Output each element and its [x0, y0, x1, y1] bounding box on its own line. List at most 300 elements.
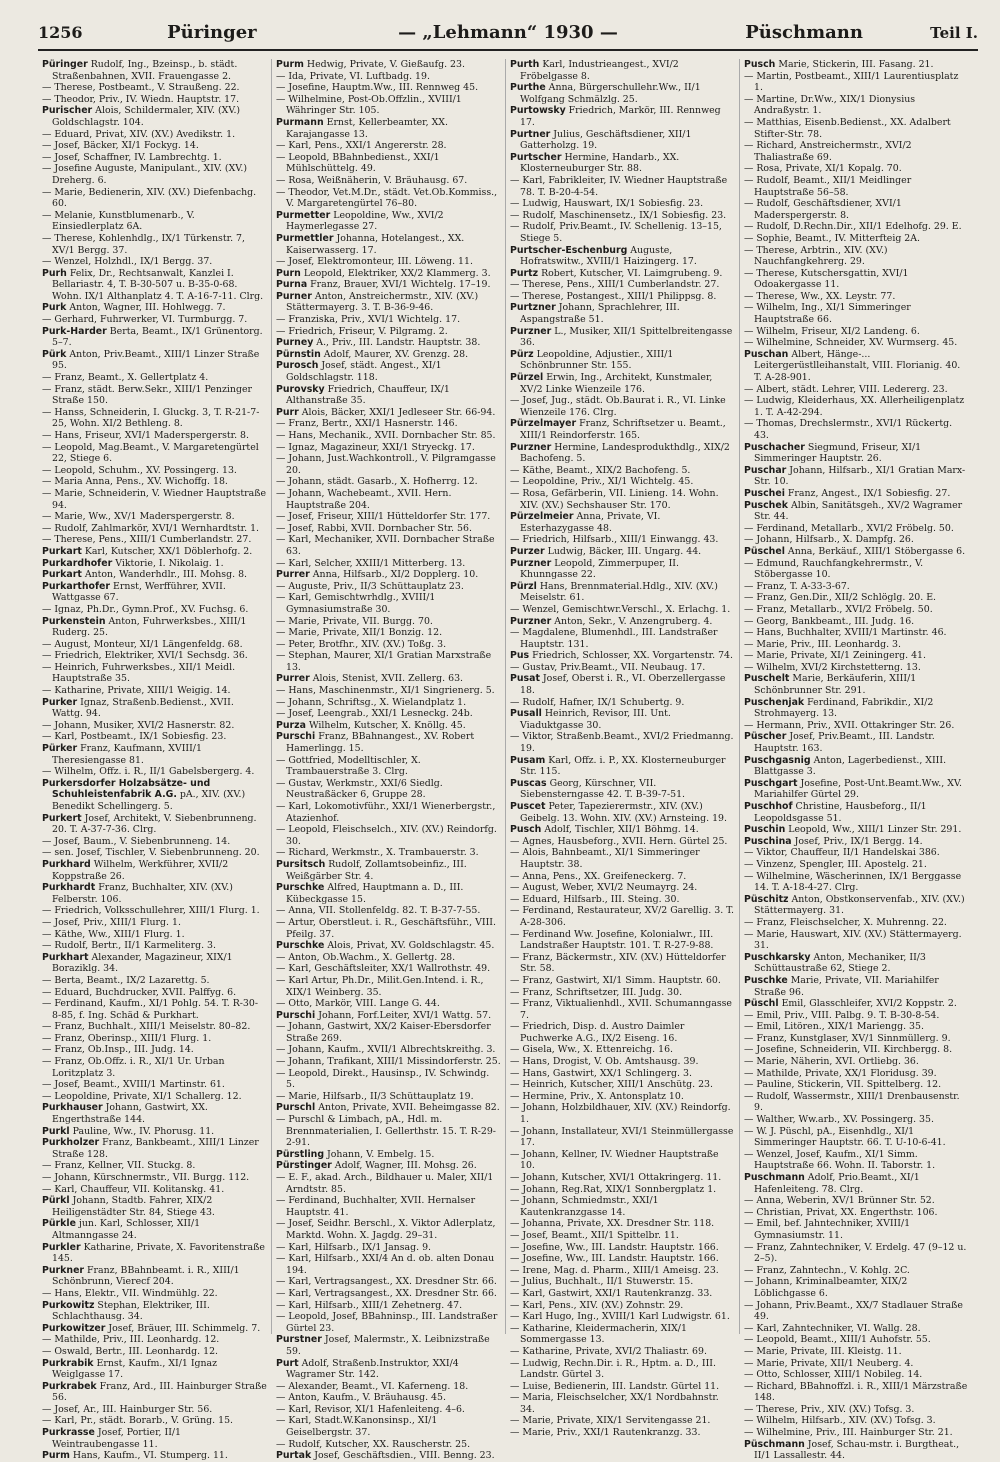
- entry-surname: Purmetter: [276, 209, 331, 221]
- directory-entry: [276, 882, 501, 905]
- entry-details: — Friedrich, Volksschullehrer, XIII/1 Flurg. 1.: [42, 905, 260, 917]
- directory-entry: [42, 1242, 267, 1265]
- entry-details: — Friedrich, Elektriker, XVI/1 Sechsdg. 36.: [42, 650, 248, 662]
- directory-entry: [744, 1381, 970, 1404]
- directory-entry: [744, 198, 970, 221]
- entry-details: — Agnes, Hausbeforg., XVII. Hern. Gürtel 25.: [510, 835, 728, 847]
- directory-entry: [276, 187, 501, 210]
- directory-entry: [42, 1288, 267, 1300]
- entry-surname: Pursitsch: [276, 858, 326, 870]
- entry-surname: Purosch: [276, 360, 319, 372]
- entry-surname: Puschmann: [744, 1172, 805, 1183]
- entry-surname: Purtz: [510, 267, 539, 279]
- directory-entry: [42, 1126, 267, 1138]
- directory-entry: [744, 1334, 970, 1346]
- entry-details: — Marie, Priv., III. Leonhardg. 3.: [744, 638, 901, 650]
- entry-surname: Purmettler: [276, 232, 334, 244]
- directory-entry: [276, 453, 501, 476]
- entry-surname: Purschi: [276, 1009, 316, 1021]
- entry-details: — Eduard, Privat, XIV. (XV.) Avedikstr. 1.: [42, 128, 236, 140]
- directory-entry: [276, 291, 501, 314]
- entry-details: — Friedrich, Friseur, V. Pilgramg. 2.: [276, 325, 448, 337]
- directory-entry: [42, 1137, 267, 1160]
- directory-entry: [744, 755, 970, 778]
- entry-details: Johanna, Hotelangest., XX. Kaiserwasserg. 17.: [286, 232, 465, 256]
- entry-details: — Therese, Arbtrin., XIV. (XV.) Nauchfangkehrerg. 29.: [744, 244, 888, 268]
- entry-surname: Purkardhofer: [42, 557, 113, 569]
- entry-surname: Purzner: [510, 557, 552, 569]
- directory-entry: [276, 755, 501, 778]
- directory-entry: [510, 604, 735, 616]
- entry-details: — Therese, Pens., XIII/1 Cumberlandstr. 27.: [42, 534, 252, 546]
- entry-details: Josef, städt. Angest., XI/1 Goldschlagstr. 118.: [286, 360, 442, 384]
- entry-details: Franz, Schriftsetzer u. Beamt., XIII/1 Reindorferstr. 165.: [520, 418, 726, 441]
- directory-entry: [744, 836, 970, 848]
- entry-details: — Wilhelm, XVI/2 Kirchstetterng. 13.: [744, 661, 921, 673]
- entry-details: Robert, Kutscher, VI. Laimgrubeng. 9.: [541, 267, 723, 279]
- directory-entry: [744, 894, 970, 917]
- entry-surname: Purkhauser: [42, 1102, 103, 1114]
- entry-details: — Thomas, Drechslermstr., XVI/1 Rückertg. 43.: [744, 418, 953, 441]
- entry-surname: Püscher: [744, 731, 787, 743]
- entry-surname: Pusam: [510, 754, 546, 766]
- directory-entry: [744, 442, 970, 465]
- entry-surname: Purth: [510, 59, 540, 70]
- directory-entry: [42, 569, 267, 581]
- directory-entry: [42, 581, 267, 604]
- directory-entry: [510, 349, 735, 372]
- entry-details: — Ferdinand, Kaufm., XI/1 Pohlg. 54. T. R-30-8-85, f. Ing. Schäd & Purkhart.: [42, 998, 259, 1021]
- entry-details: — Josef, Leengrab., XXI/1 Lesneckg. 24b.: [276, 708, 473, 720]
- entry-details: — Franz, Ob.Offz. i. R., XI/1 Ur. Urban Loritzplatz 3.: [42, 1056, 225, 1079]
- entry-details: — Gustav, Priv.Beamt., VII. Neubaug. 17.: [510, 661, 706, 673]
- directory-entry: [276, 442, 501, 454]
- directory-entry: [744, 1404, 970, 1416]
- entry-details: — Karl, Mechaniker, XVII. Dornbacher Straße 63.: [276, 534, 495, 557]
- entry-surname: Purzner: [510, 441, 552, 453]
- entry-details: — Hans, Friseur, XVI/1 Maderspergerstr. 8.: [42, 430, 249, 441]
- directory-entry: [276, 140, 501, 152]
- entry-details: — Peter, Brotfhr., XIV. (XV.) Toßg. 3.: [276, 638, 447, 650]
- entry-details: — Josefine Auguste, Manipulant., XIV. (XV.) Dreherg. 6.: [42, 163, 248, 186]
- entry-details: — Johann, Schriftsg., X. Wielandplatz 1.: [276, 696, 467, 708]
- entry-surname: Puschek: [744, 499, 788, 511]
- directory-entry: [276, 384, 501, 407]
- directory-entry: [276, 558, 501, 570]
- directory-entry: [744, 1427, 970, 1439]
- directory-entry: [42, 952, 267, 975]
- directory-entry: [276, 592, 501, 615]
- entry-details: Peter, Tapezierermstr., XIV. (XV.) Geibelg. 13. Wohn. XIV. (XV.) Arnsteing. 19.: [520, 801, 727, 824]
- directory-entry: [510, 581, 735, 604]
- entry-surname: Pürzel: [510, 372, 544, 384]
- entry-details: — Georg, Bankbeamt., III. Judg. 16.: [744, 615, 915, 627]
- directory-entry: [42, 534, 267, 546]
- directory-entry: [276, 1392, 501, 1404]
- entry-details: — Leopold, Schuhm., XV. Possingerg. 13.: [42, 464, 237, 476]
- directory-entry: [42, 152, 267, 164]
- directory-entry: [276, 1300, 501, 1312]
- entry-surname: Pus: [510, 650, 530, 662]
- directory-entry: [42, 847, 267, 859]
- directory-entry: [510, 1195, 735, 1218]
- directory-entry: [744, 1369, 970, 1381]
- entry-details: Franz, Brauer, XVI/1 Wichtelg. 17–19.: [310, 279, 491, 291]
- entry-surname: Puschin: [744, 824, 786, 836]
- directory-entry: [744, 929, 970, 952]
- directory-entry: [744, 233, 970, 245]
- entry-surname: Purrer: [276, 673, 310, 685]
- directory-entry: [510, 894, 735, 906]
- entry-details: Karl, Kutscher, XX/1 Döblerhofg. 2.: [84, 545, 253, 557]
- entry-details: Pauline, Ww., IV. Phorusg. 11.: [72, 1125, 215, 1137]
- directory-entry: [42, 546, 267, 558]
- entry-surname: Purna: [276, 279, 308, 291]
- column-1: [38, 59, 272, 1462]
- entry-details: — Hermann, Priv., XVII. Ottakringer Str. 26.: [744, 719, 955, 731]
- entry-details: Erwin, Ing., Architekt, Kunstmaler, XV/2 Linke Wienzeile 176.: [520, 372, 713, 395]
- entry-details: Adolf, Tischler, XII/1 Böhmg. 14.: [544, 824, 699, 836]
- entry-details: — Rudolf, Priv.Beamt., IV. Schellenig. 13–15, Stiege 5.: [510, 221, 722, 244]
- directory-entry: [276, 1242, 501, 1254]
- entry-surname: Purtscher: [510, 151, 562, 163]
- entry-details: — Johann, Installateur, XVI/1 Steinmüllergasse 17.: [510, 1125, 734, 1149]
- entry-details: — Gisela, Ww., X. Ettenreichg. 16.: [510, 1044, 674, 1056]
- entry-details: — Karl, Hilfsarb., XIII/1 Zehetnerg. 47.: [276, 1299, 463, 1311]
- directory-entry: [510, 1415, 735, 1427]
- directory-entry: [276, 430, 501, 442]
- directory-entry: [744, 395, 970, 418]
- directory-entry: [744, 581, 970, 593]
- entry-details: — Albert, städt. Lehrer, VIII. Ledererg. 23.: [744, 383, 948, 395]
- directory-entry: [276, 82, 501, 94]
- entry-details: — Franz, Zahntechn., V. Kohlg. 2C.: [744, 1264, 910, 1276]
- entry-details: — Johann, Kürschnermstr., VII. Burgg. 112.: [42, 1172, 250, 1183]
- entry-surname: Puscet: [510, 801, 546, 812]
- entry-details: — Oswald, Bertr., III. Leonhardg. 12.: [42, 1345, 219, 1357]
- directory-entry: [510, 755, 735, 778]
- entry-surname: Purtak: [276, 1450, 312, 1462]
- directory-entry: [510, 534, 735, 546]
- directory-entry: [276, 1091, 501, 1103]
- entry-details: — Ferdinand, Metallarb., XVI/2 Fröbelg. 50.: [744, 522, 954, 534]
- entry-details: Johann, V. Embelg. 15.: [327, 1148, 435, 1160]
- directory-entry: [276, 1010, 501, 1022]
- directory-entry: [744, 1149, 970, 1172]
- directory-entry: [510, 987, 735, 999]
- entry-details: — Wilhelm, Hilfsarb., XIV. (XV.) Tofsg. 3.: [744, 1415, 936, 1427]
- directory-entry: [510, 871, 735, 883]
- entry-details: — Richard, Anstreichermstr., XVI/2 Thaliastraße 69.: [744, 140, 912, 163]
- directory-entry: [276, 59, 501, 71]
- directory-entry: [276, 975, 501, 998]
- directory-entry: [276, 824, 501, 847]
- entry-details: — Rosa, Weißnäherin, V. Bräuhausg. 67.: [276, 174, 468, 186]
- entry-details: — Johann, Schmiedmstr., XXI/1 Kautenkranzgasse 14.: [510, 1195, 659, 1218]
- directory-entry: [510, 1276, 735, 1288]
- entry-details: Wilhelm, Werkführer, XVII/2 Koppstraße 26.: [52, 858, 229, 882]
- directory-entry: [510, 836, 735, 848]
- entry-details: — Marie, Private, XII/1 Bonzig. 12.: [276, 627, 443, 639]
- directory-entry: [276, 1149, 501, 1161]
- directory-entry: [510, 326, 735, 349]
- entry-details: Hermine, Handarb., XX. Klosterneuburger Str. 88.: [520, 151, 680, 175]
- entry-details: — Josef, Ar., III. Hainburger Str. 56.: [42, 1403, 213, 1415]
- entry-details: Johann, Stadtb. Fahrer, XIX/2 Heiligenstädter Str. 84, Stiege 43.: [52, 1195, 215, 1218]
- entry-details: Adolf, Wagner, III. Mohsg. 26.: [334, 1160, 477, 1172]
- directory-entry: [510, 1346, 735, 1358]
- entry-details: — Josef, Beamt., XVIII/1 Martinstr. 61.: [42, 1079, 225, 1091]
- entry-details: — Magdalene, Blumenhdl., III. Landstraßer Hauptstr. 131.: [510, 627, 718, 650]
- directory-entry: [744, 1079, 970, 1091]
- entry-details: — Leopold, Mag.Beamt., V. Margaretengürtel 22, Stiege 6.: [42, 441, 259, 465]
- directory-entry: [744, 1358, 970, 1370]
- directory-entry: [510, 1230, 735, 1242]
- directory-entry: [276, 940, 501, 952]
- entry-surname: Purkrabek: [42, 1380, 97, 1392]
- entry-details: Wilhelm, Kutscher, X. Knöllg. 45.: [308, 719, 466, 731]
- directory-entry: [276, 349, 501, 361]
- entry-surname: Pusat: [510, 673, 540, 685]
- entry-details: — Josefine, Schneiderin, VII. Kirchbergg. 8.: [744, 1044, 953, 1056]
- entry-details: Anna, Hilfsarb., XI/2 Dopplerg. 10.: [312, 569, 479, 581]
- directory-entry: [276, 1381, 501, 1393]
- entry-details: — Franz, Ob.Insp., III. Judg. 14.: [42, 1044, 194, 1056]
- directory-entry: [744, 1346, 970, 1358]
- entry-surname: Püringer: [42, 59, 88, 70]
- directory-entry: [510, 708, 735, 731]
- entry-details: — Johann, Holzbildhauer, XIV. (XV.) Reindorfg. 1.: [510, 1102, 731, 1126]
- directory-entry: [276, 847, 501, 859]
- entry-details: — Karl, Stadt.W.Kanonsinsp., XI/1 Geiselbergstr. 37.: [276, 1415, 438, 1439]
- directory-entry: [510, 778, 735, 801]
- directory-entry: [744, 975, 970, 998]
- entry-surname: Purkhart: [42, 951, 89, 963]
- directory-entry: [744, 500, 970, 523]
- entry-details: Felix, Dr., Rechtsanwalt, Kanzlei I. Bellariastr. 4, T. B-30-507 u. B-35-0-68. Wohn. IX/1 Althanplatz 4. T. A-16-7-11. Clrg.: [52, 267, 264, 302]
- entry-details: — Katharine, Kleidermacherin, XIX/1 Sommergasse 13.: [510, 1322, 687, 1346]
- directory-entry: [744, 1265, 970, 1277]
- entry-surname: Pürnstin: [276, 348, 321, 360]
- directory-entry: [42, 476, 267, 488]
- directory-entry: [744, 1172, 970, 1195]
- directory-entry: [510, 418, 735, 441]
- entry-details: Viktorie, I. Nikolaig. 1.: [115, 557, 224, 569]
- entry-surname: Purstner: [276, 1334, 322, 1346]
- entry-surname: Purzer: [510, 545, 545, 557]
- entry-details: — Wilhelmine, Priv., III. Hainburger Str. 21.: [744, 1427, 953, 1439]
- directory-entry: [510, 476, 735, 488]
- directory-entry: [510, 1044, 735, 1056]
- directory-entry: [744, 71, 970, 94]
- entry-details: — Viktor, Straßenb.Beamt., XVI/2 Friedmanng. 19.: [510, 731, 734, 755]
- directory-entry: [744, 1242, 970, 1265]
- entry-details: — Franz, Bertr., XXI/1 Hasnerstr. 146.: [276, 418, 458, 430]
- entry-details: Emil, Glasschleifer, XVI/2 Koppstr. 2.: [781, 998, 957, 1010]
- entry-surname: Purkersdorfer Holzabsätze- und Schuhleistenfabrik A.G.: [42, 777, 211, 801]
- entry-details: — Karl, Hilfsarb., IX/1 Jansag. 9.: [276, 1241, 432, 1253]
- entry-details: — Johann, Kellner, IV. Wiedner Hauptstraße 10.: [510, 1148, 719, 1172]
- directory-entry: [276, 476, 501, 488]
- directory-entry: [42, 1323, 267, 1335]
- directory-entry: [510, 1358, 735, 1381]
- entry-surname: Pürstinger: [276, 1160, 332, 1172]
- entry-details: pA., XIV. (XV.) Benedikt Schellingerg. 5.: [52, 789, 246, 812]
- directory-entry: [510, 198, 735, 210]
- directory-entry: [42, 720, 267, 732]
- entry-surname: Puschan: [744, 348, 789, 360]
- entry-details: — Franz, Gastwirt, XI/1 Simm. Hauptstr. 60.: [510, 974, 721, 986]
- entry-details: — Rudolf, Maschinensetz., IX/1 Sobiesfig. 23.: [510, 209, 727, 221]
- entry-details: Auguste, Hofratswitw., XVIII/1 Haizingerg. 17.: [520, 244, 697, 268]
- entry-details: Anton, Sekr., V. Anzengruberg. 4.: [554, 615, 713, 627]
- entry-surname: Purtscher-Eschenburg: [510, 244, 628, 256]
- directory-entry: [744, 245, 970, 268]
- entry-details: Hedwig, Private, V. Gießaufg. 23.: [306, 59, 465, 70]
- directory-entry: [744, 326, 970, 338]
- entry-surname: Purm: [42, 1450, 70, 1462]
- directory-entry: [42, 1079, 267, 1091]
- directory-entry: [510, 1184, 735, 1196]
- directory-entry: [276, 314, 501, 326]
- entry-details: — Vinzenz, Spengler, III. Apostelg. 21.: [744, 858, 927, 870]
- directory-entry: [42, 1021, 267, 1033]
- entry-details: — Franz, Bäckermstr., XIV. (XV.) Hütteldorfer Str. 58.: [510, 951, 726, 975]
- entry-surname: Purkl: [42, 1125, 70, 1137]
- directory-entry: [42, 1056, 267, 1079]
- entry-details: Hans, Brennmaterial.Hdlg., XIV. (XV.) Meiselstr. 61.: [520, 580, 718, 604]
- entry-details: — Ignaz, Magazineur, XXI/1 Stryeckg. 17.: [276, 441, 475, 453]
- entry-details: — Karl, Selcher, XXIII/1 Mitterberg. 13.: [276, 557, 466, 569]
- directory-entry: [510, 627, 735, 650]
- entry-details: — Leopold, Beamt., XIII/1 Auhofstr. 55.: [744, 1334, 931, 1346]
- entry-details: — Josef, Rabbi, XVII. Dornbacher Str. 56.: [276, 522, 472, 534]
- entry-details: — August, Weber, XVI/2 Neumayrg. 24.: [510, 882, 698, 894]
- directory-entry: [276, 963, 501, 975]
- directory-entry: [744, 824, 970, 836]
- entry-details: Ludwig, Bäcker, III. Ungarg. 44.: [547, 545, 702, 557]
- entry-surname: Purschke: [276, 940, 325, 952]
- entry-details: — Anton, Kaufm., V. Bräuhausg. 45.: [276, 1392, 446, 1404]
- directory-entry: [42, 163, 267, 186]
- entry-details: — Karl, Pens., XIV. (XV.) Zohnstr. 29.: [510, 1299, 684, 1311]
- directory-entry: [42, 639, 267, 651]
- directory-entry: [744, 1091, 970, 1114]
- directory-entry: [744, 1415, 970, 1427]
- directory-entry: [510, 697, 735, 709]
- entry-details: — Viktor, Chauffeur, II/1 Handelskai 386.: [744, 847, 940, 859]
- directory-entry: [744, 221, 970, 233]
- entry-surname: Pürk: [42, 348, 67, 360]
- entry-details: — Karl Artur, Ph.Dr., Milit.Gen.Intend. i. R., XIX/1 Weinberg. 35.: [276, 974, 484, 998]
- entry-details: Leopoldine, Ww., XVI/2 Haymerlegasse 27.: [286, 209, 444, 233]
- directory-entry: [42, 326, 267, 349]
- entry-details: — Leopold, Fleischselch., XIV. (XV.) Reindorfg. 30.: [276, 824, 497, 847]
- entry-details: Marie, Private, VII. Mariahilfer Straße 96.: [754, 974, 939, 998]
- directory-entry: [42, 1044, 267, 1056]
- directory-entry: [276, 268, 501, 280]
- directory-entry: [744, 1010, 970, 1022]
- entry-surname: Pürstling: [276, 1148, 325, 1160]
- directory-entry: [744, 778, 970, 801]
- directory-entry: [510, 546, 735, 558]
- directory-entry: [42, 1404, 267, 1416]
- entry-details: Josef, Malermstr., X. Leibnizstraße 59.: [286, 1334, 490, 1357]
- entry-details: Josefine, Post-Unt.Beamt.Ww., XV. Mariahilfer Gürtel 29.: [754, 777, 962, 801]
- entry-details: Anton, Lagerbedienst., XIII. Blattgasse 3.: [754, 754, 947, 778]
- directory-entry: [276, 488, 501, 511]
- entry-details: — Hans, Buchhalter, XVIII/1 Martinstr. 46.: [744, 627, 947, 639]
- entry-details: — Josefine, Ww., III. Landstr. Hauptstr. 166.: [510, 1241, 719, 1253]
- entry-surname: Pürz: [510, 348, 534, 360]
- directory-entry: [42, 685, 267, 697]
- directory-entry: [276, 1276, 501, 1288]
- entry-details: Friedrich, Markör, III. Rennweg 17.: [520, 105, 721, 128]
- directory-entry: [276, 917, 501, 940]
- directory-entry: [510, 731, 735, 754]
- entry-details: Franz, Buchhalter, XIV. (XV.) Felberstr. 106.: [52, 882, 233, 905]
- entry-details: — Rudolf, D.Rechn.Dir., XII/1 Edelhofg. 29. E.: [744, 221, 962, 233]
- directory-entry: [510, 152, 735, 175]
- entry-details: — Marie, Private, VII. Burgg. 70.: [276, 615, 433, 627]
- directory-entry: [744, 465, 970, 488]
- directory-entry: [42, 987, 267, 999]
- entry-details: — Marie, Private, XI/1 Zeiningerg. 41.: [744, 650, 926, 662]
- entry-details: — Leopold, Josef, BBahninsp., III. Landstraßer Gürtel 23.: [276, 1311, 498, 1334]
- entry-details: — Anna, Weberin, XV/1 Brünner Str. 52.: [744, 1195, 935, 1207]
- directory-entry: [276, 1404, 501, 1416]
- entry-details: — Ignaz, Ph.Dr., Gymn.Prof., XV. Fuchsg. 6.: [42, 603, 249, 615]
- directory-entry: [276, 1172, 501, 1195]
- entry-details: — Rudolf, Wassermstr., XIII/1 Drenbausenstr. 9.: [744, 1090, 960, 1114]
- entry-details: — Johann, Reg.Rat, XIX/1 Sonnbergplatz 1.: [510, 1183, 717, 1195]
- entry-details: Ernst, Werfführer, XVII. Wattgasse 67.: [52, 580, 226, 604]
- directory-entry: [276, 326, 501, 338]
- entry-details: Anton, Obstkonservenfab., XIV. (XV.) Stättermayerg. 31.: [754, 893, 965, 917]
- entry-details: Julius, Geschäftsdiener, XII/1 Gatterholzg. 19.: [520, 128, 692, 152]
- directory-entry: [510, 465, 735, 477]
- entry-details: — Karl, Fabrikleiter, IV. Wiedner Hauptstraße 78. T. B-20-4-54.: [510, 174, 728, 198]
- entry-details: — Marie, Private, XII/1 Neuberg. 4.: [744, 1357, 914, 1369]
- directory-entry: [276, 627, 501, 639]
- entry-details: — August, Monteur, XI/1 Längenfeldg. 68.: [42, 638, 243, 650]
- entry-surname: Purker: [42, 696, 78, 708]
- directory-entry: [42, 1381, 267, 1404]
- entry-details: — Franz, Gen.Dir., XII/2 Schlöglg. 20. E.: [744, 592, 937, 604]
- entry-surname: Püschel: [744, 545, 785, 557]
- entry-details: Christine, Hausbeforg., II/1 Leopoldsgasse 51.: [754, 801, 927, 824]
- entry-details: Georg, Kürschner, VII. Siebensterngasse 42. T. B-39-7-51.: [520, 777, 686, 801]
- directory-entry: [510, 1242, 735, 1254]
- entry-details: — Franz, Kellner, VII. Stuckg. 8.: [42, 1160, 196, 1172]
- entry-details: — Hans, Elektr., VII. Windmühlg. 22.: [42, 1287, 218, 1299]
- entry-details: — Otto, Schlosser, XIII/1 Nobileg. 14.: [744, 1369, 923, 1381]
- directory-entry: [42, 210, 267, 233]
- entry-details: — Emil, Priv., VIII. Palbg. 9. T. B-30-8-54.: [744, 1009, 940, 1021]
- entry-surname: Puschgart: [744, 777, 798, 789]
- entry-details: — Berta, Beamt., IX/2 Lazarettg. 5.: [42, 974, 210, 986]
- entry-details: — Therese, Kutschersgattin, XVI/1 Odoakergasse 11.: [744, 267, 909, 291]
- entry-details: — sen. Josef, Tischler, V. Siebenbrunneng. 20.: [42, 847, 260, 859]
- entry-details: — Marie, Hilfsarb., II/3 Schüttauplatz 19.: [276, 1090, 474, 1102]
- directory-entry: [744, 1044, 970, 1056]
- directory-entry: [42, 836, 267, 848]
- directory-entry: [42, 743, 267, 766]
- entry-details: — Wenzel, Holzhdl., IX/1 Bergg. 37.: [42, 256, 213, 268]
- entry-details: — Franz, Metallarb., XVI/2 Fröbelg. 50.: [744, 603, 933, 615]
- directory-entry: [744, 1439, 970, 1462]
- entry-details: — Johann, Kutscher, XVI/1 Ottakringerg. 11.: [510, 1172, 722, 1183]
